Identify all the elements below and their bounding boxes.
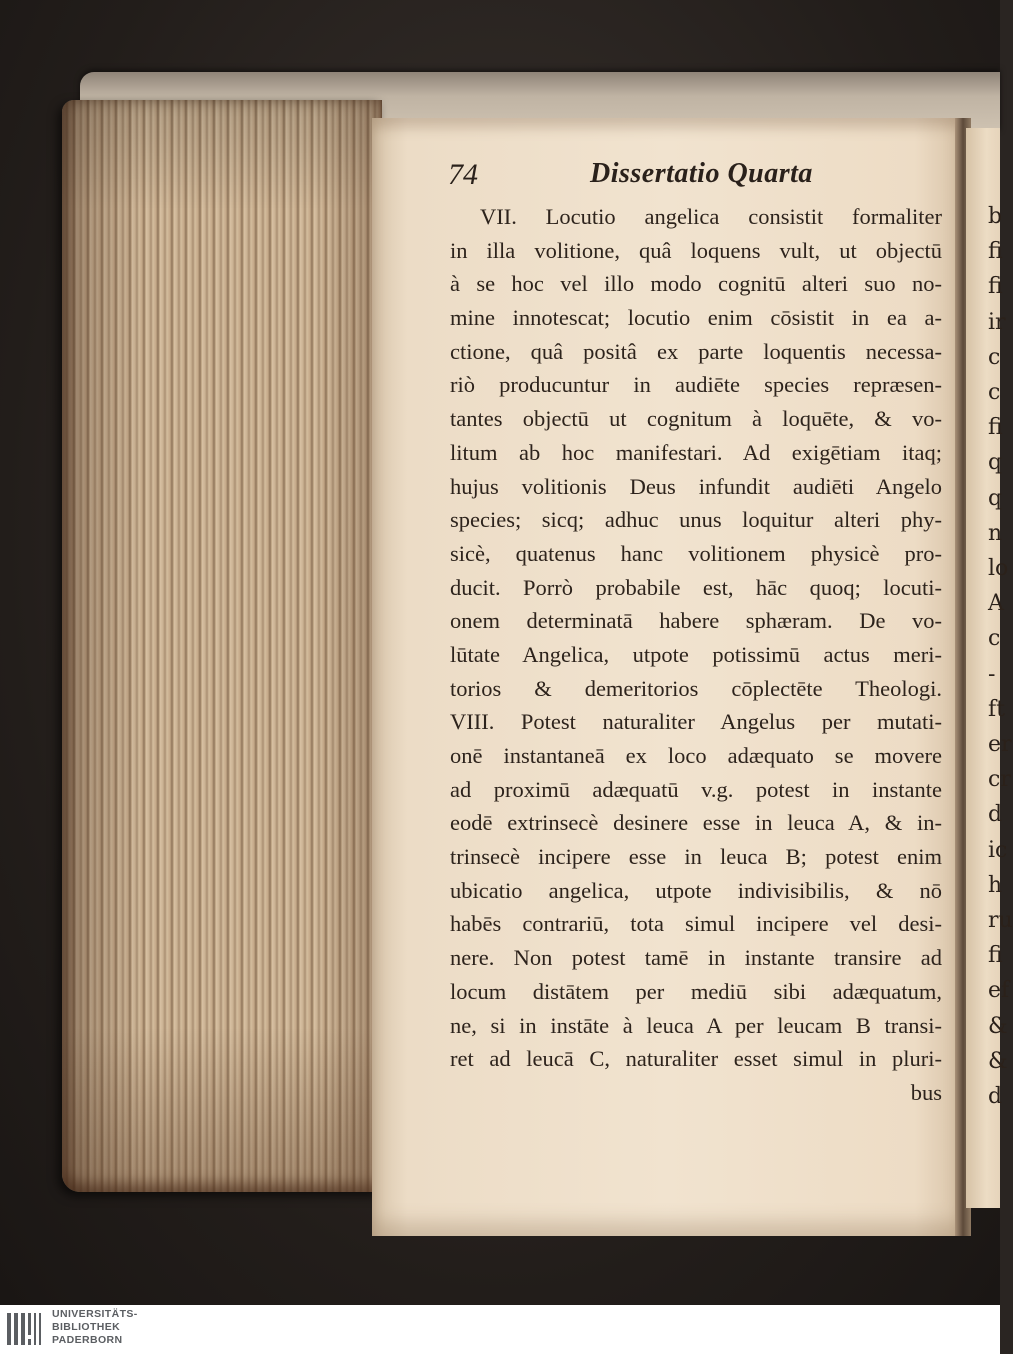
page-number: 74 <box>448 158 478 191</box>
facing-page-fragment: fi <box>988 943 1003 969</box>
facing-page-fragment: fi <box>988 415 1003 441</box>
text-line: hujus volitionis Deus infundit audiēti Angelo <box>450 473 942 499</box>
facing-page-fragment: q <box>988 485 1003 511</box>
library-name-line: UNIVERSITÄTS- <box>52 1308 138 1320</box>
facing-page-fragment: n <box>988 520 1003 546</box>
facing-page-fragment: c <box>988 626 1001 652</box>
facing-page-fragment: ic <box>988 837 1008 863</box>
facing-page-fragment: er <box>988 732 1012 757</box>
facing-page-fragment: q <box>988 450 1003 476</box>
facing-page-fragment: & <box>988 1013 1008 1039</box>
text-line: locum distātem per mediū sibi adæquatum, <box>450 978 942 1004</box>
text-line: riò producuntur in audiēte species repræsen- <box>450 372 942 398</box>
library-name-line: BIBLIOTHEK <box>52 1321 121 1333</box>
text-line: onē instantaneā ex loco adæquato se movere <box>450 743 942 768</box>
facing-page-fragment: lo <box>988 556 1009 581</box>
text-block <box>450 200 942 1110</box>
facing-page-fragment: d <box>988 802 1003 828</box>
text-line: in illa volitione, quâ loquens vult, ut objectū <box>450 237 942 263</box>
text-line: VIII. Potest naturaliter Angelus per mutati- <box>450 709 942 735</box>
text-line: onem determinatā habere sphæram. De vo- <box>450 608 942 634</box>
facing-page-fragment: cr <box>988 767 1011 793</box>
facing-page-fragment: & <box>988 1048 1008 1074</box>
facing-page-fragment: ir <box>988 309 1006 335</box>
footer-bar <box>0 1305 1000 1354</box>
text-line: species; sicq; adhuc unus loquitur alteri phy- <box>450 507 942 533</box>
text-line: sicè, quatenus hanc volitionem physicè pro- <box>450 540 942 566</box>
text-line: eodē extrinsecè desinere esse in leuca A, & in- <box>450 810 942 836</box>
facing-page-fragment: ru <box>988 908 1013 933</box>
text-line: tantes objectū ut cognitum à loquēte, & vo- <box>450 406 942 432</box>
facing-page-fragment: h <box>988 872 1003 898</box>
library-name <box>52 1308 138 1347</box>
text-line: à se hoc vel illo modo cognitū alteri suo no- <box>450 271 942 297</box>
text-line: ret ad leucā C, naturaliter esset simul in pluri- <box>450 1046 942 1072</box>
facing-page-fragment: c <box>988 380 1001 405</box>
text-line: lūtate Angelica, utpote potissimū actus meri- <box>450 641 942 667</box>
library-logo-icon <box>6 1310 46 1348</box>
text-line: habēs contrariū, tota simul incipere vel desi- <box>450 911 942 937</box>
text-line: ducit. Porrò probabile est, hāc quoq; locuti- <box>450 574 942 600</box>
facing-page-fragment: A <box>988 591 1004 617</box>
page-stack-fore-edge <box>62 100 382 1192</box>
facing-page-fragment: fi <box>988 239 1003 265</box>
text-line: ad proximū adæquatū v.g. potest in instante <box>450 776 942 802</box>
text-line: torios & demeritorios cōplectēte Theologi. <box>450 675 942 701</box>
facing-page-fragment: fi <box>988 274 1003 300</box>
text-line: trinsecè incipere esse in leuca B; potest enim <box>450 844 942 870</box>
facing-page-fragment: c <box>988 344 1001 370</box>
catchword: bus <box>910 1079 942 1105</box>
text-line: mine innotescat; locutio enim cōsistit in ea a- <box>450 305 942 331</box>
text-line: nere. Non potest tamē in instante transire ad <box>450 945 942 971</box>
library-name-line: PADERBORN <box>52 1334 123 1346</box>
facing-page-fragment: - <box>988 661 996 687</box>
facing-page-fragment: ef <box>988 978 1010 1004</box>
text-line: ne, si in instāte à leuca A per leucam B transi- <box>450 1012 942 1038</box>
text-line: ubicatio angelica, utpote indivisibilis, & nō <box>450 877 942 903</box>
text-line: ctione, quâ positâ ex parte loquentis necessa- <box>450 338 942 364</box>
text-line: litum ab hoc manifestari. Ad exigētiam itaq; <box>450 439 942 465</box>
facing-page-fragment: ft <box>988 696 1005 722</box>
running-head: Dissertatio Quarta <box>590 158 813 189</box>
facing-page-fragment: b <box>988 204 1003 229</box>
facing-page-fragment: d <box>988 1084 1003 1109</box>
text-line: VII. Locutio angelica consistit formaliter <box>480 204 942 229</box>
